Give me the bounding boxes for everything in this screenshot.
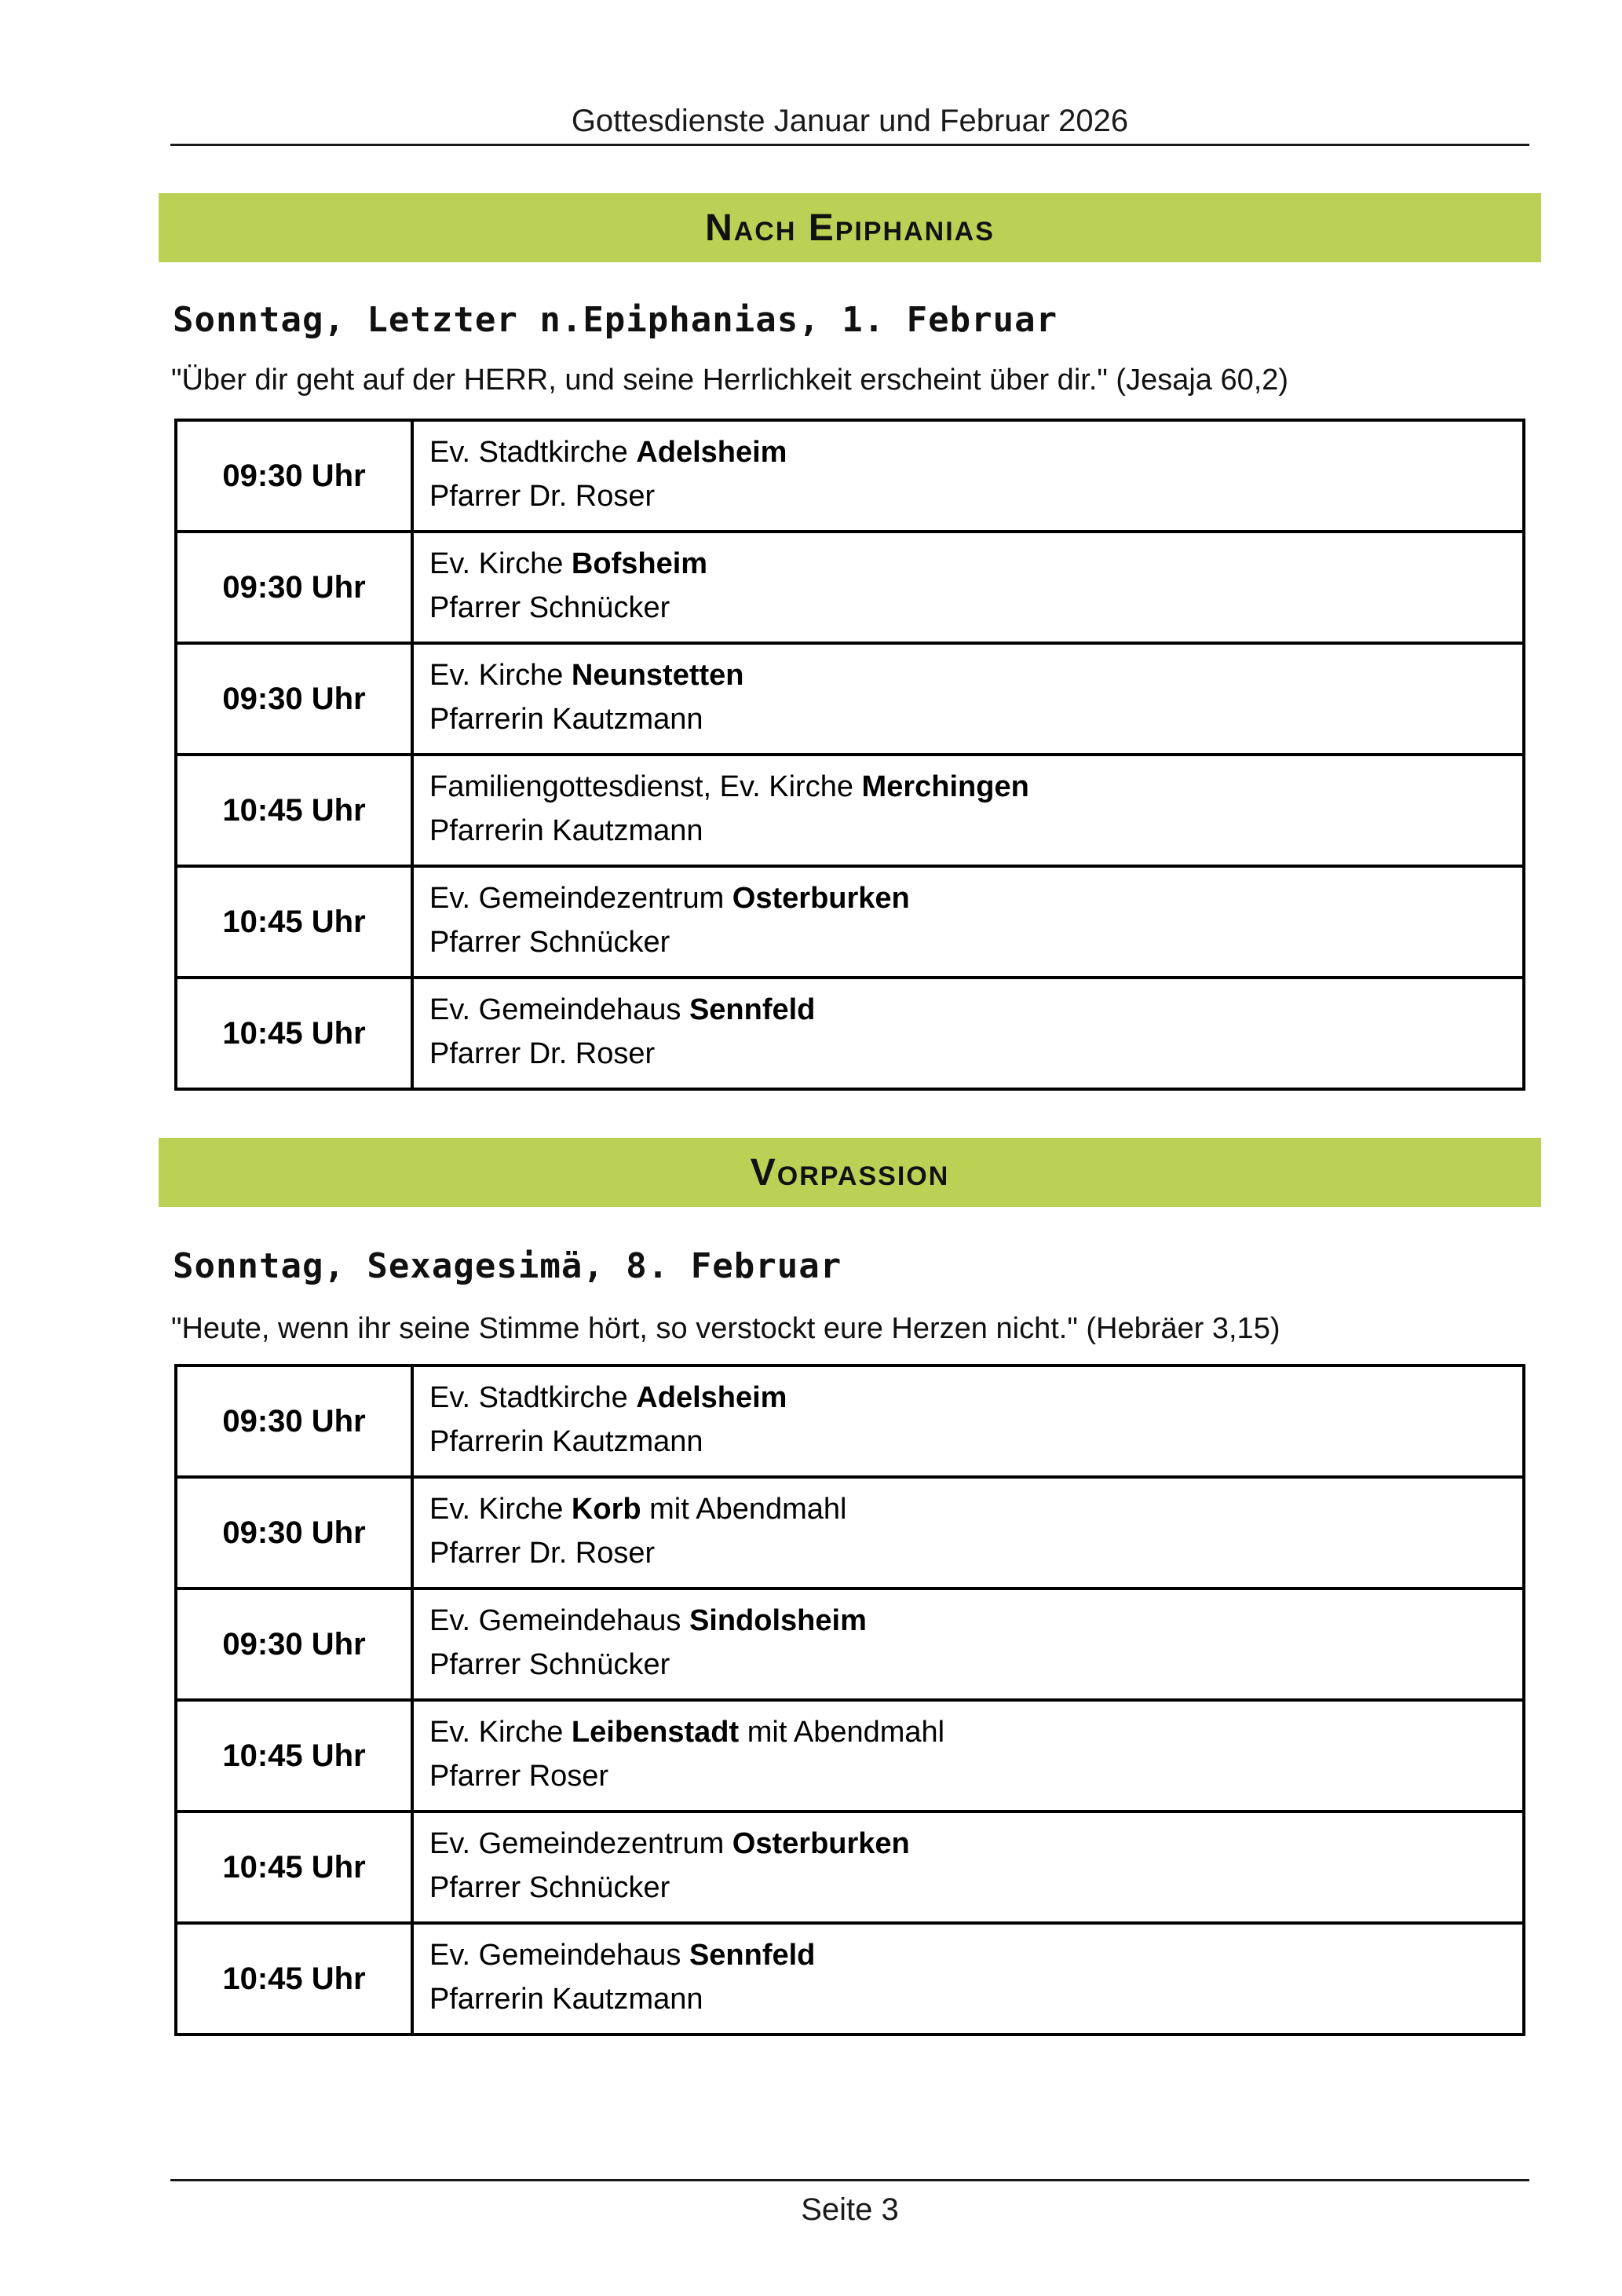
location-name: Osterburken [732,882,910,915]
page-number: Seite 3 [801,2192,899,2227]
service-time: 09:30 Uhr [176,420,412,532]
service-time: 10:45 Uhr [176,1700,412,1812]
page-header-title: Gottesdienste Januar und Februar 2026 [571,104,1129,138]
service-minister: Pfarrer Schnücker [429,591,670,624]
location-prefix: Ev. Gemeindehaus [429,993,689,1026]
service-row [176,643,1524,755]
footer-rule [170,2179,1529,2181]
section-banner-nach-epiphanias [159,193,1541,262]
location-name: Bofsheim [571,547,708,580]
location-prefix: Ev. Kirche [429,1493,572,1526]
location-name: Leibenstadt [571,1716,740,1749]
service-minister: Pfarrer Schnücker [429,1871,670,1904]
location-prefix: Ev. Gemeindehaus [429,1939,689,1972]
service-details [412,1589,1524,1700]
location-prefix: Ev. Stadtkirche [429,436,637,469]
service-time: 09:30 Uhr [176,1366,412,1477]
location-name: Sindolsheim [689,1604,867,1637]
service-details [412,532,1524,643]
service-location [429,653,1514,697]
location-name: Sennfeld [689,1939,816,1972]
service-minister: Pfarrer Dr. Roser [429,1537,656,1570]
section-banner-vorpassion [159,1138,1541,1207]
location-prefix: Familiengottesdienst, Ev. Kirche [429,770,862,803]
service-details [412,420,1524,532]
service-row [176,1589,1524,1700]
location-prefix: Ev. Gemeindehaus [429,1604,689,1637]
service-time: 10:45 Uhr [176,1812,412,1923]
service-time: 10:45 Uhr [176,978,412,1089]
service-location [429,988,1514,1032]
service-details [412,978,1524,1089]
service-location [429,1376,1514,1420]
location-name: Merchingen [861,770,1029,803]
service-minister: Pfarrer Schnücker [429,926,670,959]
scripture-quote: "Heute, wenn ihr seine Stimme hört, so verstockt eure Herzen nicht." (Hebräer 3,15) [171,1312,1280,1345]
service-details [412,755,1524,866]
service-time: 10:45 Uhr [176,866,412,978]
location-prefix: Ev. Kirche [429,1716,572,1749]
header-rule [170,144,1529,146]
service-minister: Pfarrer Dr. Roser [429,1037,656,1070]
location-prefix: Ev. Gemeindezentrum [429,882,732,915]
section-banner-label: Vorpassion [750,1151,950,1194]
service-details [412,866,1524,978]
service-minister: Pfarrer Schnücker [429,1648,670,1681]
service-location [429,765,1514,809]
location-name: Osterburken [732,1827,910,1860]
date-heading: Sonntag, Sexagesimä, 8. Februar [173,1246,842,1286]
service-time: 09:30 Uhr [176,1589,412,1700]
section-banner-label: Nach Epiphanias [705,207,995,249]
service-details [412,1812,1524,1923]
location-suffix: mit Abendmahl [641,1493,847,1526]
location-suffix: mit Abendmahl [739,1716,945,1749]
location-name: Adelsheim [636,436,787,469]
service-minister: Pfarrerin Kautzmann [429,1983,703,2016]
service-location [429,1599,1514,1643]
date-heading: Sonntag, Letzter n.Epiphanias, 1. Februar [173,300,1058,340]
scripture-quote: "Über dir geht auf der HERR, und seine Herrlichkeit erscheint über dir." (Jesaja 60,2) [171,364,1289,397]
location-prefix: Ev. Kirche [429,547,572,580]
location-name: Neunstetten [571,659,744,692]
location-name: Sennfeld [689,993,816,1026]
service-time: 09:30 Uhr [176,1477,412,1589]
service-row [176,420,1524,532]
service-location [429,1822,1514,1866]
service-location [429,876,1514,920]
service-minister: Pfarrerin Kautzmann [429,703,703,736]
service-details [412,1366,1524,1477]
service-minister: Pfarrerin Kautzmann [429,814,703,847]
service-details [412,1923,1524,2035]
location-prefix: Ev. Kirche [429,659,572,692]
service-row [176,1366,1524,1477]
service-row [176,1923,1524,2035]
service-row [176,1700,1524,1812]
service-row [176,1477,1524,1589]
service-time: 10:45 Uhr [176,755,412,866]
service-location [429,542,1514,586]
location-prefix: Ev. Gemeindezentrum [429,1827,732,1860]
service-row [176,1812,1524,1923]
location-name: Adelsheim [636,1381,787,1414]
location-name: Korb [571,1493,641,1526]
service-time: 09:30 Uhr [176,643,412,755]
service-time: 10:45 Uhr [176,1923,412,2035]
location-prefix: Ev. Stadtkirche [429,1381,637,1414]
service-minister: Pfarrer Dr. Roser [429,480,656,513]
service-details [412,643,1524,755]
service-details [412,1477,1524,1589]
service-location [429,1710,1514,1754]
service-row [176,755,1524,866]
service-location [429,1933,1514,1977]
service-details [412,1700,1524,1812]
service-location [429,430,1514,474]
service-location [429,1487,1514,1531]
service-row [176,978,1524,1089]
service-table [174,1364,1525,2036]
service-table [174,419,1525,1091]
service-row [176,532,1524,643]
service-row [176,866,1524,978]
service-minister: Pfarrer Roser [429,1760,609,1793]
service-time: 09:30 Uhr [176,532,412,643]
service-minister: Pfarrerin Kautzmann [429,1425,703,1458]
